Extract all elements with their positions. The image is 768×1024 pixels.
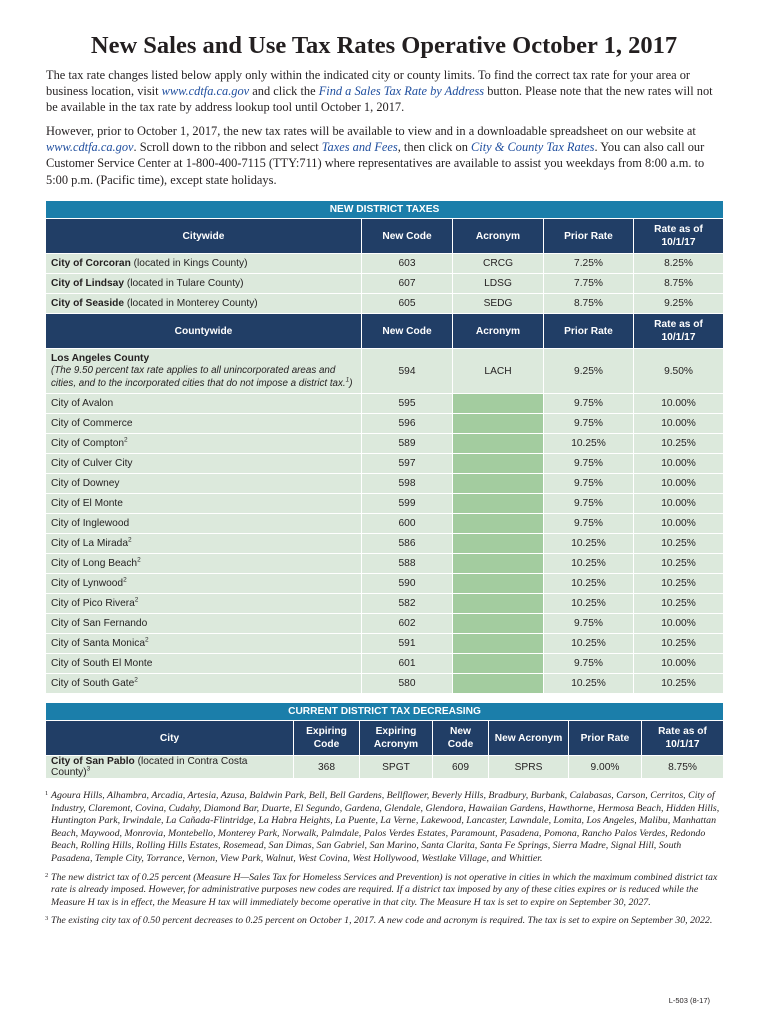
city-cell bbox=[46, 274, 362, 294]
new-rate-cell: 10.00% bbox=[634, 494, 724, 514]
new-rate-cell: 10.00% bbox=[634, 414, 724, 434]
acronym-cell bbox=[453, 434, 544, 454]
new-code-cell: 605 bbox=[362, 294, 453, 314]
new-rate-cell: 10.00% bbox=[634, 454, 724, 474]
acronym-cell bbox=[453, 614, 544, 634]
new-code-cell: 597 bbox=[362, 454, 453, 474]
city-name: City of Lynwood bbox=[51, 578, 124, 589]
city-name: City of Corcoran bbox=[51, 258, 131, 269]
new-rate-cell: 10.25% bbox=[634, 634, 724, 654]
city-name: City of El Monte bbox=[51, 498, 123, 509]
prior-rate-cell: 10.25% bbox=[544, 674, 634, 694]
new-rate-cell: 10.25% bbox=[634, 554, 724, 574]
table-row bbox=[46, 434, 724, 454]
city-name: City of Inglewood bbox=[51, 518, 130, 529]
table-row bbox=[46, 756, 724, 779]
acronym-cell bbox=[453, 394, 544, 414]
prior-rate-cell: 9.75% bbox=[544, 654, 634, 674]
table-row bbox=[46, 349, 724, 394]
text: and click the bbox=[249, 84, 319, 99]
city-cell bbox=[46, 594, 362, 614]
prior-rate-cell: 9.75% bbox=[544, 514, 634, 534]
prior-rate-cell: 10.25% bbox=[544, 594, 634, 614]
city-name: City of Santa Monica bbox=[51, 638, 145, 649]
column-header-row bbox=[46, 721, 724, 756]
footnote-mark: 2 bbox=[145, 636, 149, 644]
new-code-cell: 591 bbox=[362, 634, 453, 654]
new-rate-cell: 8.25% bbox=[634, 254, 724, 274]
new-code-cell: 599 bbox=[362, 494, 453, 514]
city-name: City of San Pablo bbox=[51, 756, 135, 767]
note-end: ) bbox=[349, 377, 353, 389]
column-header: Prior Rate bbox=[544, 219, 634, 254]
table-row bbox=[46, 254, 724, 274]
city-name: City of Compton bbox=[51, 438, 125, 449]
city-cell bbox=[46, 534, 362, 554]
column-header: Rate as of 10/1/17 bbox=[634, 219, 724, 254]
new-code-cell: 595 bbox=[362, 394, 453, 414]
footnote-mark: 2 bbox=[134, 676, 138, 684]
text: The tax rate changes listed below apply only within the indicated city or county limits. To find the correct tax rate for your area or business location, visit bbox=[46, 68, 691, 99]
acronym-cell bbox=[453, 554, 544, 574]
new-code-cell: 598 bbox=[362, 474, 453, 494]
text: . Scroll down to the ribbon and select bbox=[133, 140, 322, 155]
footnote-mark: 2 bbox=[123, 576, 127, 584]
new-rate-cell: 10.00% bbox=[634, 614, 724, 634]
table-row bbox=[46, 614, 724, 634]
prior-rate-cell: 7.75% bbox=[544, 274, 634, 294]
prior-rate-cell: 10.25% bbox=[544, 554, 634, 574]
column-header: Rate as of 10/1/17 bbox=[634, 314, 724, 349]
new-rate-cell: 9.50% bbox=[634, 349, 724, 394]
new-code-cell: 603 bbox=[362, 254, 453, 274]
city-name: City of Commerce bbox=[51, 418, 133, 429]
acronym-cell: LDSG bbox=[453, 274, 544, 294]
new-code-cell: 589 bbox=[362, 434, 453, 454]
column-header: Prior Rate bbox=[569, 721, 642, 756]
text: , then click on bbox=[397, 140, 472, 155]
prior-rate-cell: 10.25% bbox=[544, 534, 634, 554]
new-rate-cell: 10.25% bbox=[634, 434, 724, 454]
prior-rate-cell: 9.75% bbox=[544, 494, 634, 514]
new-rate-cell: 10.00% bbox=[634, 514, 724, 534]
new-code-cell: 588 bbox=[362, 554, 453, 574]
city-name: City of South El Monte bbox=[51, 658, 153, 669]
prior-rate-cell: 9.75% bbox=[544, 414, 634, 434]
acronym-cell: SEDG bbox=[453, 294, 544, 314]
city-cell bbox=[46, 394, 362, 414]
new-code-cell: 607 bbox=[362, 274, 453, 294]
info-paragraph bbox=[46, 123, 726, 188]
footnote-mark: 2 bbox=[134, 596, 139, 604]
acronym-cell bbox=[453, 674, 544, 694]
footnote bbox=[45, 872, 725, 910]
column-header: Citywide bbox=[46, 219, 362, 254]
new-code-cell: 609 bbox=[433, 756, 489, 779]
city-cell bbox=[46, 434, 362, 454]
prior-rate-cell: 9.75% bbox=[544, 394, 634, 414]
column-header: New Code bbox=[362, 219, 453, 254]
city-cell bbox=[46, 634, 362, 654]
new-code-cell: 586 bbox=[362, 534, 453, 554]
table-row bbox=[46, 414, 724, 434]
city-name: City of Avalon bbox=[51, 398, 114, 409]
table-row bbox=[46, 674, 724, 694]
new-rate-cell: 10.25% bbox=[634, 574, 724, 594]
city-name: City of Long Beach bbox=[51, 558, 138, 569]
new-rate-cell: 10.25% bbox=[634, 594, 724, 614]
footnote-mark: 3 bbox=[86, 765, 91, 773]
table-row bbox=[46, 454, 724, 474]
acronym-cell bbox=[453, 454, 544, 474]
table-row bbox=[46, 274, 724, 294]
new-code-cell: 582 bbox=[362, 594, 453, 614]
city-cell bbox=[46, 514, 362, 534]
footnote bbox=[45, 790, 725, 866]
section-title: CURRENT DISTRICT TAX DECREASING bbox=[46, 703, 724, 721]
city-location: (located in Tulare County) bbox=[124, 278, 244, 289]
table-row bbox=[46, 474, 724, 494]
expiring-code-cell: 368 bbox=[294, 756, 360, 779]
city-cell bbox=[46, 654, 362, 674]
city-cell bbox=[46, 614, 362, 634]
column-header: Acronym bbox=[453, 219, 544, 254]
new-rate-cell: 10.00% bbox=[634, 654, 724, 674]
footnote-text: Agoura Hills, Alhambra, Arcadia, Artesia, Azusa, Baldwin Park, Bell, Bell Gardens, Bellflower, Beverly Hills, Bradbury, Burbank, Calabasas, Carson, Cerritos, City of Industry, Claremont, Covina, Cudahy, Diamond Bar, Duarte, El Segundo, Gardena, Glendale, Glendora, Hawaiian Gardens, Hawthorne, Hermosa Beach, Hidden Hills, Huntington Park, Irwindale, La Cañada-Flintridge, La Habra Heights, La Puente, La Verne, Lakewood, Lancaster, Lawndale, Lomita, Los Angeles, Malibu, Manhattan Beach, Maywood, Monrovia, Montebello, Monterey Park, Norwalk, Palmdale, Palos Verdes Estates, Paramount, Pasadena, Pomona, Rancho Palos Verdes, Redondo Beach, Rolling Hills, Rolling Hills Estates, Rosemead, San Dimas, San Gabriel, San Marino, Santa Clarita, Santa Fe Springs, Sierra Madre, Signal Hill, South Pasadena, Temple City, Torrance, Vernon, View Park, Walnut, West Covina, West Hollywood, Westlake Village, and Whittier. bbox=[51, 790, 720, 864]
city-cell bbox=[46, 756, 294, 779]
column-header: New Code bbox=[433, 721, 489, 756]
column-header: Prior Rate bbox=[544, 314, 634, 349]
city-cell bbox=[46, 454, 362, 474]
county-name: Los Angeles County bbox=[51, 352, 150, 364]
footnote-mark: 2 bbox=[124, 436, 128, 444]
new-rate-cell: 10.00% bbox=[634, 394, 724, 414]
prior-rate-cell: 10.25% bbox=[544, 434, 634, 454]
city-cell bbox=[46, 674, 362, 694]
column-header: Expiring Code bbox=[294, 721, 360, 756]
acronym-cell bbox=[453, 574, 544, 594]
acronym-cell: LACH bbox=[453, 349, 544, 394]
column-header: Acronym bbox=[453, 314, 544, 349]
column-header: Rate as of 10/1/17 bbox=[642, 721, 724, 756]
prior-rate-cell: 10.25% bbox=[544, 574, 634, 594]
table-row bbox=[46, 294, 724, 314]
website-link[interactable]: www.cdtfa.ca.gov bbox=[161, 84, 250, 99]
website-link-2[interactable]: www.cdtfa.ca.gov bbox=[46, 140, 134, 155]
table-row bbox=[46, 554, 724, 574]
acronym-cell: CRCG bbox=[453, 254, 544, 274]
prior-rate-cell: 7.25% bbox=[544, 254, 634, 274]
acronym-cell bbox=[453, 594, 544, 614]
city-county-tax-rates-link[interactable]: City & County Tax Rates bbox=[471, 140, 595, 155]
prior-rate-cell: 8.75% bbox=[544, 294, 634, 314]
acronym-cell bbox=[453, 414, 544, 434]
prior-rate-cell: 9.25% bbox=[544, 349, 634, 394]
column-header: New Code bbox=[362, 314, 453, 349]
city-name: City of San Fernando bbox=[51, 618, 148, 629]
new-acronym-cell: SPRS bbox=[489, 756, 569, 779]
page-title: New Sales and Use Tax Rates Operative October 1, 2017 bbox=[90, 32, 678, 59]
footnote-text: The new district tax of 0.25 percent (Measure H—Sales Tax for Homeless Services and Prevention) is not operative in cities in which the maximum combined district tax rate is already imposed. However, for administrative purposes new codes are required. If a district tax imposed by any of these cities expires or is reduced while the Measure H tax is in effect, the Measure H tax will immediately become operative in that city. The Measure H tax is set to expire on September 30, 2027. bbox=[51, 871, 718, 908]
section-title: NEW DISTRICT TAXES bbox=[46, 201, 724, 219]
city-name: City of La Mirada bbox=[51, 538, 129, 549]
table-row bbox=[46, 514, 724, 534]
column-header: City bbox=[46, 721, 294, 756]
footnote-mark: 2 bbox=[137, 556, 141, 564]
table-row bbox=[46, 654, 724, 674]
footnote-number: 3 bbox=[45, 915, 49, 923]
new-code-cell: 594 bbox=[362, 349, 453, 394]
current-district-tax-decreasing-table bbox=[45, 702, 724, 779]
city-name: City of Seaside bbox=[51, 298, 125, 309]
prior-rate-cell: 10.25% bbox=[544, 634, 634, 654]
column-header-row bbox=[46, 219, 724, 254]
county-note bbox=[51, 364, 357, 390]
city-name: City of Lindsay bbox=[51, 278, 125, 289]
prior-rate-cell: 9.75% bbox=[544, 474, 634, 494]
column-header: Countywide bbox=[46, 314, 362, 349]
city-location: (located in Monterey County) bbox=[124, 298, 258, 309]
column-header: New Acronym bbox=[489, 721, 569, 756]
city-location: (located in Kings County) bbox=[130, 258, 248, 269]
new-rate-cell: 9.25% bbox=[634, 294, 724, 314]
prior-rate-cell: 9.00% bbox=[569, 756, 642, 779]
new-district-taxes-table bbox=[45, 200, 724, 694]
city-cell bbox=[46, 254, 362, 274]
new-code-cell: 600 bbox=[362, 514, 453, 534]
table-row bbox=[46, 594, 724, 614]
new-code-cell: 590 bbox=[362, 574, 453, 594]
city-location: (located in Contra Costa County) bbox=[51, 756, 248, 778]
find-rate-by-address-link[interactable]: Find a Sales Tax Rate by Address bbox=[318, 84, 485, 99]
acronym-cell bbox=[453, 534, 544, 554]
form-number: L-503 (8-17) bbox=[668, 996, 710, 1005]
footnotes bbox=[45, 790, 725, 934]
intro-paragraph bbox=[46, 67, 726, 116]
acronym-cell bbox=[453, 654, 544, 674]
new-rate-cell: 8.75% bbox=[642, 756, 724, 779]
new-rate-cell: 10.00% bbox=[634, 474, 724, 494]
text: button. Please note that the new rates will not be available in the tax rate by address lookup tool until October 1, 2017. bbox=[46, 84, 713, 115]
city-name: City of Pico Rivera bbox=[51, 598, 135, 609]
table-row bbox=[46, 634, 724, 654]
city-cell bbox=[46, 494, 362, 514]
table-row bbox=[46, 534, 724, 554]
footnote-mark: 1 bbox=[345, 376, 350, 384]
table-row bbox=[46, 574, 724, 594]
new-rate-cell: 10.25% bbox=[634, 534, 724, 554]
new-code-cell: 602 bbox=[362, 614, 453, 634]
table-row bbox=[46, 394, 724, 414]
footnote-text: The existing city tax of 0.50 percent decreases to 0.25 percent on October 1, 2017. A new code and acronym is required. The tax is set to expire on September 30, 2022. bbox=[51, 915, 713, 927]
county-cell bbox=[46, 349, 362, 394]
acronym-cell bbox=[453, 474, 544, 494]
city-name: City of Downey bbox=[51, 478, 120, 489]
city-cell bbox=[46, 474, 362, 494]
expiring-acronym-cell: SPGT bbox=[360, 756, 433, 779]
text: However, prior to October 1, 2017, the new tax rates will be available to view and in a downloadable spreadsheet on our website at bbox=[46, 124, 696, 138]
acronym-cell bbox=[453, 634, 544, 654]
city-cell bbox=[46, 414, 362, 434]
footnote bbox=[45, 915, 725, 928]
acronym-cell bbox=[453, 514, 544, 534]
new-rate-cell: 8.75% bbox=[634, 274, 724, 294]
column-header: Expiring Acronym bbox=[360, 721, 433, 756]
prior-rate-cell: 9.75% bbox=[544, 614, 634, 634]
prior-rate-cell: 9.75% bbox=[544, 454, 634, 474]
city-cell bbox=[46, 554, 362, 574]
footnote-number: 2 bbox=[45, 871, 49, 879]
new-rate-cell: 10.25% bbox=[634, 674, 724, 694]
footnote-mark: 2 bbox=[128, 536, 132, 544]
city-name: City of South Gate bbox=[51, 678, 135, 689]
acronym-cell bbox=[453, 494, 544, 514]
new-code-cell: 601 bbox=[362, 654, 453, 674]
column-header-row bbox=[46, 314, 724, 349]
footnote-number: 1 bbox=[45, 790, 49, 797]
city-cell bbox=[46, 574, 362, 594]
note-text: (The 9.50 percent tax rate applies to all unincorporated areas and cities, and to the incorporated cities that do not impose a district tax. bbox=[51, 364, 346, 389]
text: . You can also call our Customer Service Center at 1-800-400-7115 (TTY:711) where representatives are available to assist you weekdays from 8:00 a.m. to 5:00 p.m. (Pacific time), except state holidays. bbox=[46, 140, 705, 187]
new-code-cell: 596 bbox=[362, 414, 453, 434]
new-code-cell: 580 bbox=[362, 674, 453, 694]
table-row bbox=[46, 494, 724, 514]
city-cell bbox=[46, 294, 362, 314]
taxes-and-fees-link[interactable]: Taxes and Fees bbox=[321, 140, 398, 155]
city-name: City of Culver City bbox=[51, 458, 133, 469]
